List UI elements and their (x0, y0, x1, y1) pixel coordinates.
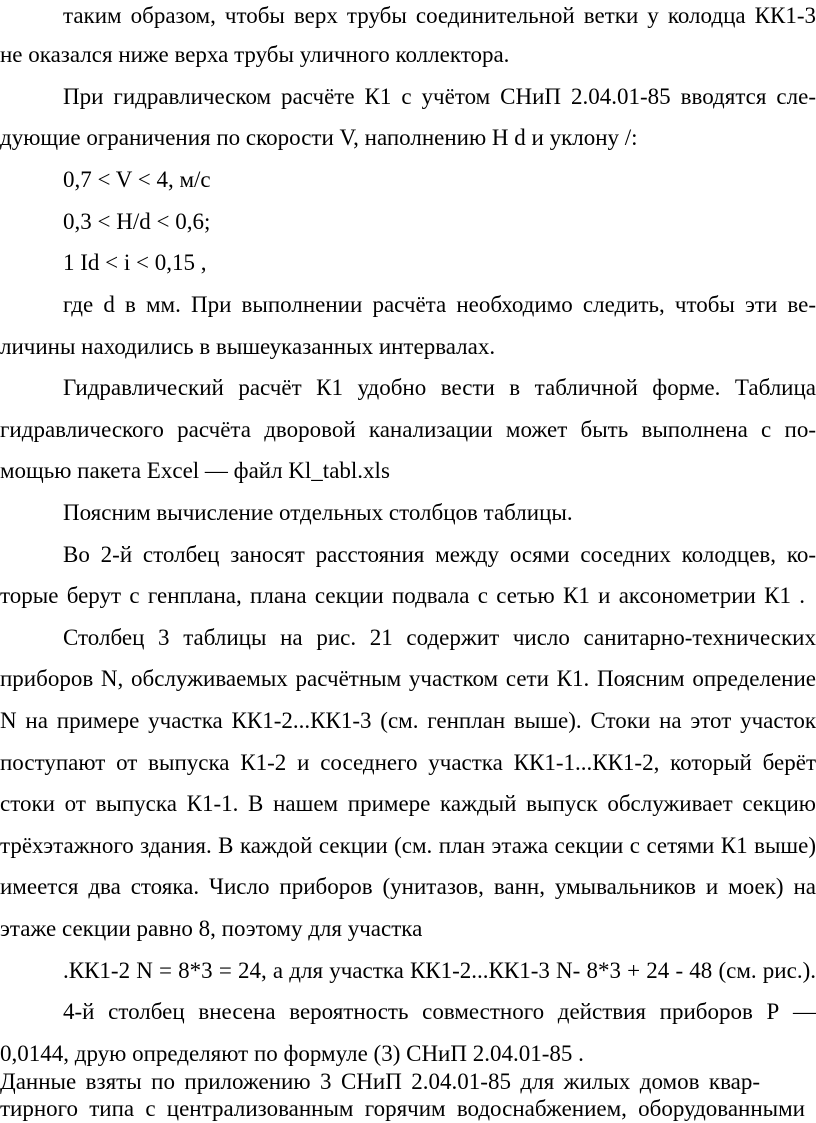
text-line-11: гидравлического расчёта дворовой канализации может быть выполнена с по- (0, 417, 816, 442)
formula-velocity: 0,7 < V < 4, м/с (63, 167, 211, 192)
text-line-25: 4-й столбец внесена вероятность совместного действия приборов Р — (63, 999, 816, 1024)
text-line-19: поступают от выпуска К1-2 и соседнего участка КК1-1...КК1-2, который берёт (0, 750, 816, 775)
text-line-17: приборов N, обслуживаемых расчётным участком сети К1. Поясним определение (0, 666, 816, 691)
text-line-24: .КК1-2 N = 8*3 = 24, а для участка КК1-2...КК1-3 N- 8*3 + 24 - 48 (см. рис.). (63, 958, 816, 983)
formula-filling: 0,3 < H/d < 0,6; (63, 209, 211, 234)
text-line-13: Поясним вычисление отдельных столбцов таблицы. (63, 500, 573, 525)
text-line-4: дующие ограничения по скорости V, наполнению H d и уклону /: (0, 125, 638, 150)
formula-slope: 1 Id < i < 0,15 , (63, 250, 207, 275)
text-line-20: стоки от выпуска К1-1. В нашем примере каждый выпуск обслуживает секцию (0, 791, 816, 816)
text-line-26: 0,0144, друю определяют по формуле (3) СНиП 2.04.01-85 . (0, 1041, 584, 1066)
text-line-9: личины находились в вышеуказанных интервалах. (0, 334, 496, 359)
text-line-18: N на примере участка КК1-2...КК1-3 (см. генплан выше). Стоки на этот участок (0, 708, 816, 733)
text-line-1: таким образом, чтобы верх трубы соединительной ветки у колодца КК1-3 (63, 3, 816, 28)
text-line-8: где d в мм. При выполнении расчёта необходимо следить, чтобы эти ве- (63, 292, 816, 317)
text-line-2: не оказался ниже верха трубы уличного коллектора. (0, 42, 510, 67)
text-line-23: этаже секции равно 8, поэтому для участка (0, 916, 423, 941)
text-line-21: трёхэтажного здания. В каждой секции (см. план этажа секции с сетями К1 выше) (0, 833, 816, 858)
text-line-14: Во 2-й столбец заносят расстояния между осями соседних колодцев, ко- (63, 542, 816, 567)
text-line-22: имеется два стояка. Число приборов (унитазов, ванн, умывальников и моек) на (0, 874, 816, 899)
text-line-10: Гидравлический расчёт К1 удобно вести в табличной форме. Таблица (63, 375, 816, 400)
text-line-28: тирного типа с централизованным горячим водоснабжением, оборудованными (0, 1096, 805, 1121)
text-line-16: Столбец 3 таблицы на рис. 21 содержит число санитарно-технических (63, 625, 816, 650)
text-line-3: При гидравлическом расчёте К1 с учётом СНиП 2.04.01-85 вводятся сле- (63, 84, 816, 109)
text-line-27: Данные взяты по приложению 3 СНиП 2.04.01-85 для жилых домов квар- (0, 1069, 760, 1094)
text-line-12: мощью пакета Excel — файл Kl_tabl.xls (0, 458, 390, 483)
text-line-15: торые берут с генплана, плана секции подвала с сетью К1 и аксонометрии К1 . (0, 583, 805, 608)
